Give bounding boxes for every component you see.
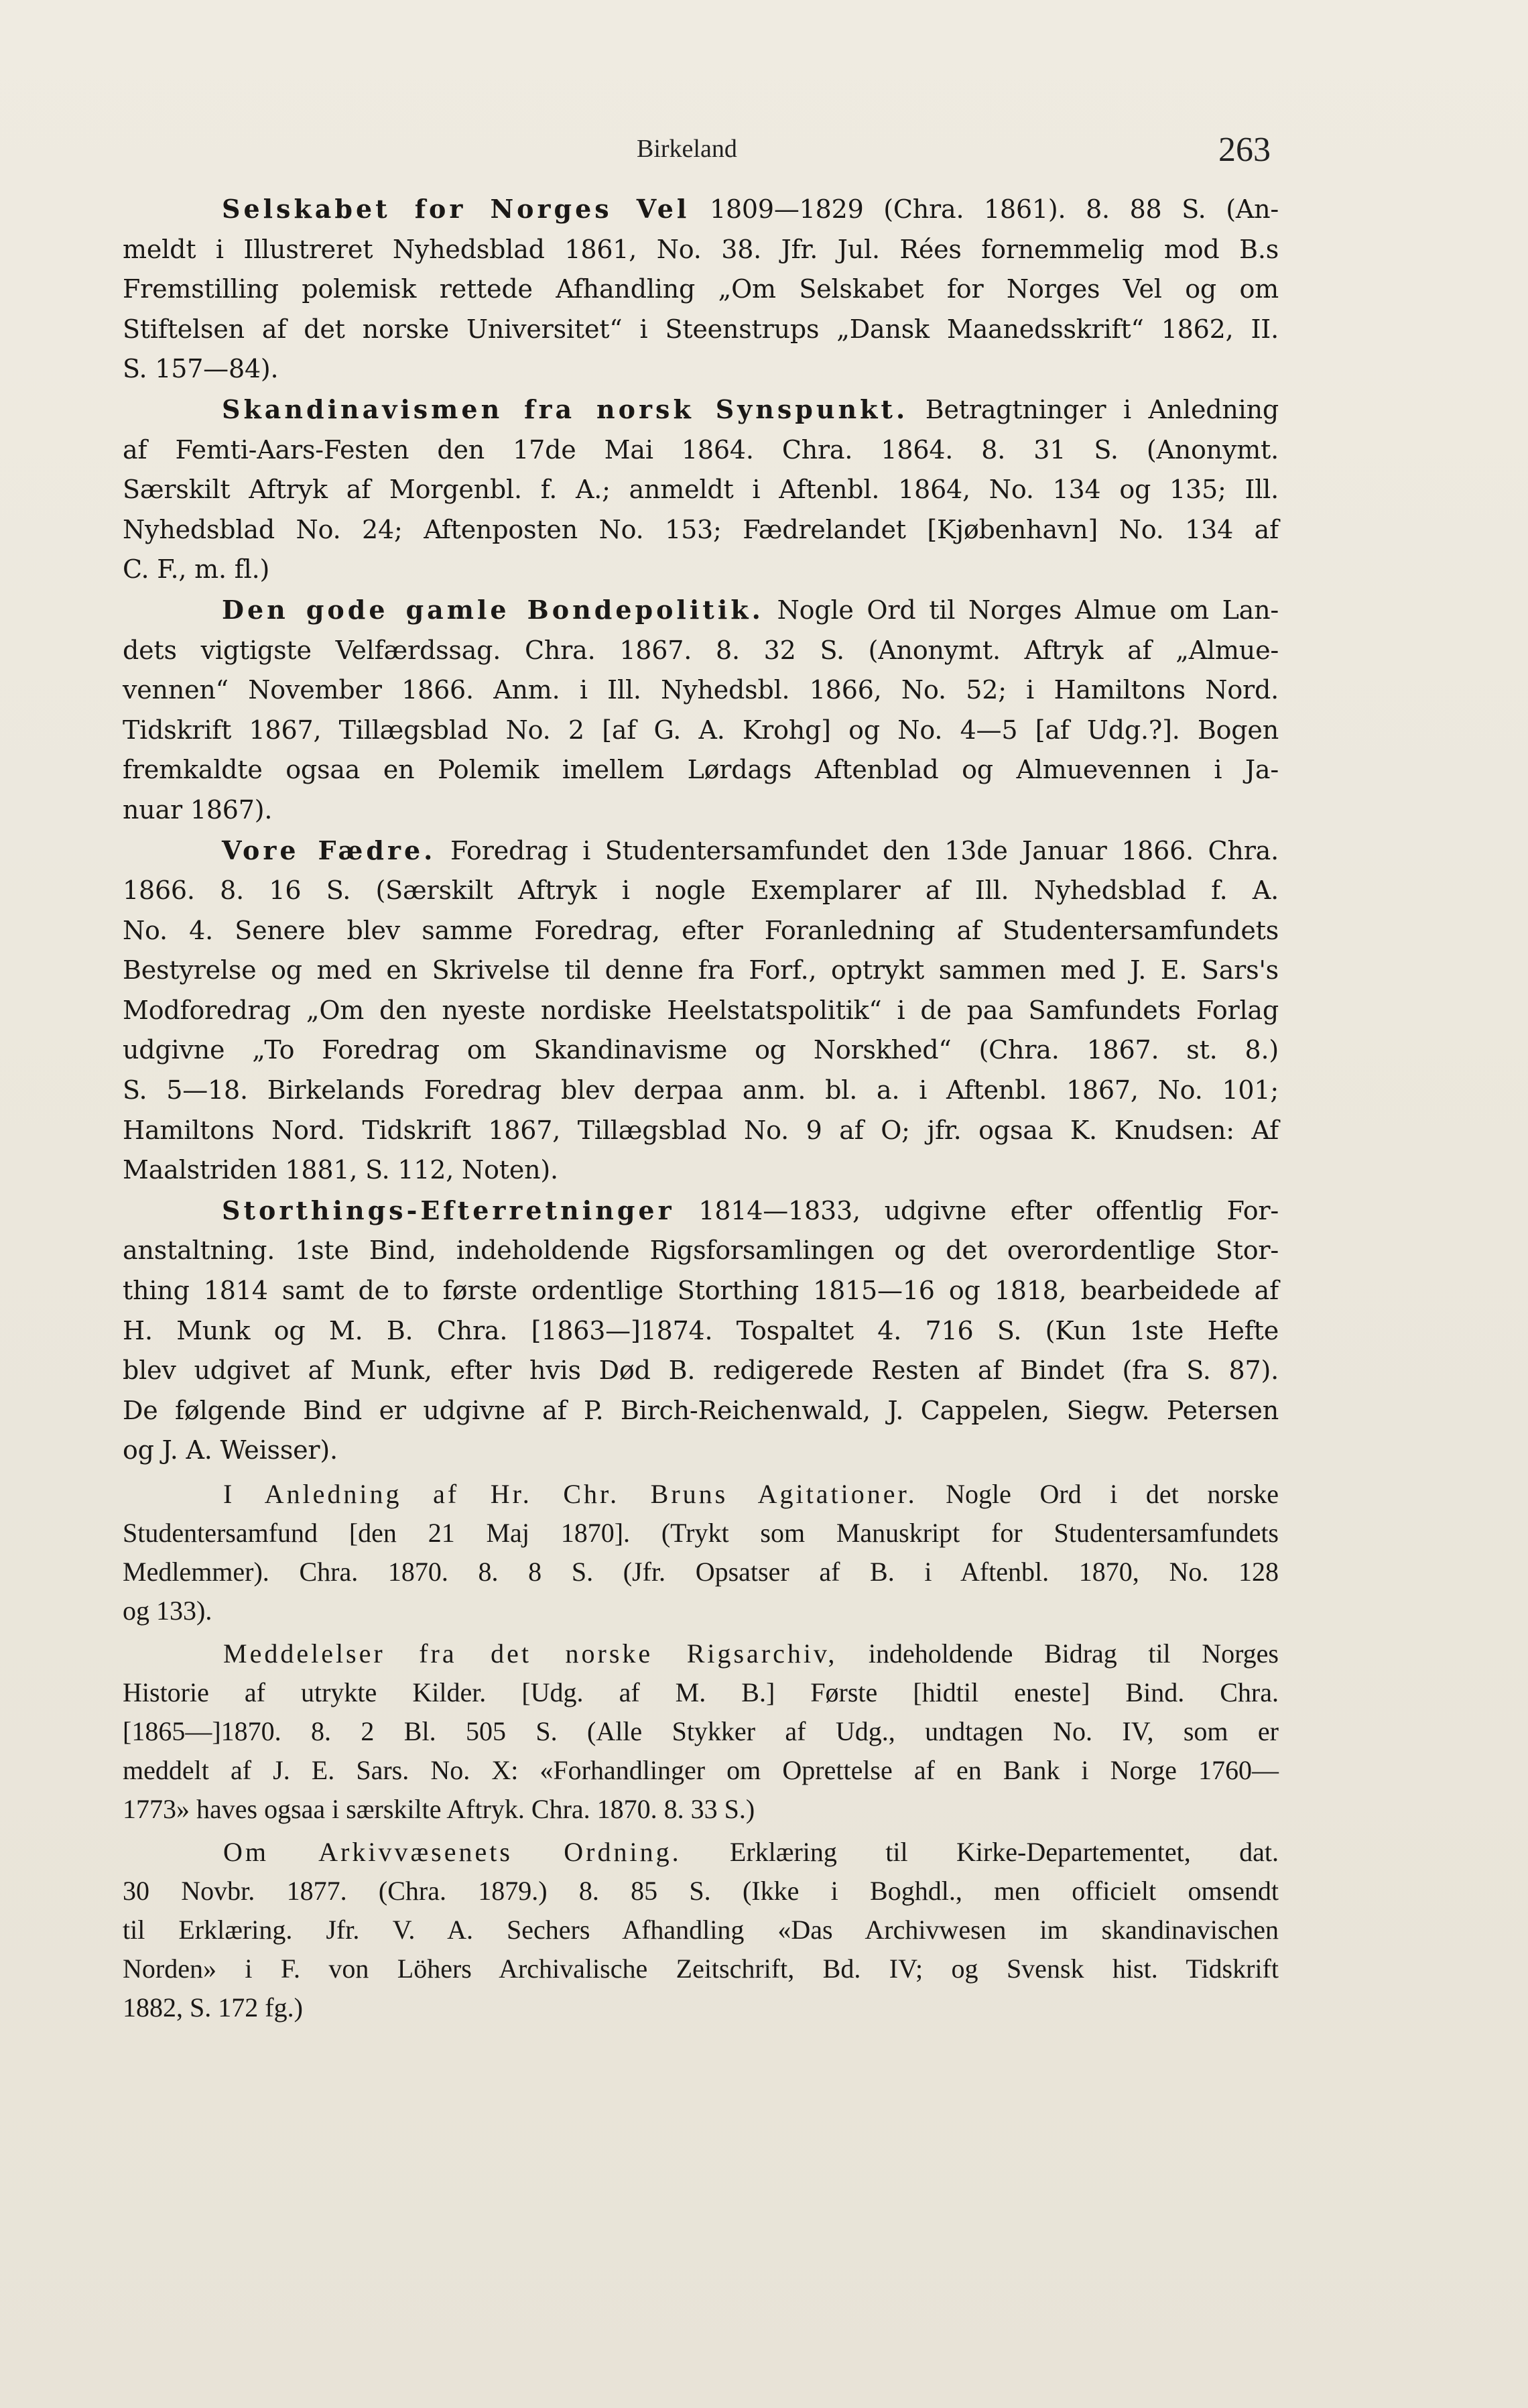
entry-title: I Anledning af Hr. Chr. Bruns Agitationer. [223,1479,917,1509]
entry-line [123,991,1279,1031]
entry-text: De følgende Bind er udgivne af P. Birch-Reichenwald, J. Cappelen, Siegw. Petersen [123,1395,1279,1425]
entry-title: Meddelelser fra det norske Rigsarchiv, [223,1638,838,1669]
entry-text: H. Munk og M. B. Chra. [1863—]1874. Tospaltet 4. 716 S. (Kun 1ste Hefte [123,1315,1279,1345]
entry-line [123,230,1279,270]
entry-text: Medlemmer). Chra. 1870. 8. 8 S. (Jfr. Opsatser af B. i Aftenbl. 1870, No. 128 [123,1557,1279,1587]
entry-title: Den gode gamle Bondepolitik. [222,594,764,625]
entry-line [123,1872,1279,1911]
entry-text: blev udgivet af Munk, efter hvis Død B. redigerede Resten af Bindet (fra S. 87). [123,1356,1279,1386]
entry-text: og J. A. Weisser). [123,1435,338,1465]
entry-line [123,1673,1279,1712]
entry-text: thing 1814 samt de to første ordentlige Storthing 1815—16 og 1818, bearbeidede af [123,1276,1279,1306]
entry-text: S. 157—84). [123,354,279,384]
entry-text: 1809—1829 (Chra. 1861). 8. 88 S. (An- [690,194,1279,224]
entry-text: Tidskrift 1867, Tillægsblad No. 2 [af G. A. Krohg] og No. 4—5 [af Udg.?]. Bogen [123,715,1279,745]
entry-text: Særskilt Aftryk af Morgenbl. f. A.; anmeldt i Aftenbl. 1864, No. 134 og 135; Ill. [123,475,1279,505]
bibliography-entry [123,1191,1279,1471]
entry-line [123,1591,1279,1630]
entry-line [123,790,1279,831]
page-header [0,126,1528,180]
entry-line [123,1553,1279,1591]
entry-text: meddelt af J. E. Sars. No. X: «Forhandlinger om Oprettelse af en Bank i Norge 1760— [123,1755,1279,1785]
entry-text: Historie af utrykte Kilder. [Udg. af M. B.] Første [hidtil eneste] Bind. Chra. [123,1677,1279,1707]
entry-title: Skandinavismen fra norsk Synspunkt. [222,394,909,424]
entry-line [123,269,1279,310]
entry-line [123,1514,1279,1553]
entry-text: fremkaldte ogsaa en Polemik imellem Lørdags Aftenblad og Almuevennen i Ja- [123,755,1279,785]
entry-line [123,349,1279,389]
entry-text: af Femti-Aars-Festen den 17de Mai 1864. Chra. 1864. 8. 31 S. (Anonymt. [123,434,1279,465]
entry-text: vennen“ November 1866. Anm. i Ill. Nyhedsbl. 1866, No. 52; i Hamiltons Nord. [123,675,1279,705]
bibliography-entry [123,389,1279,590]
entry-text: No. 4. Senere blev samme Foredrag, efter Foranledning af Studentersamfundets [123,915,1279,945]
entry-text: til Erklæring. Jfr. V. A. Sechers Afhandling «Das Archivwesen im skandinavischen [123,1915,1279,1945]
entry-line [123,470,1279,510]
entry-text: dets vigtigste Velfærdssag. Chra. 1867. 8. 32 S. (Anonymt. Aftryk af „Almue- [123,635,1279,665]
entry-line [123,1351,1279,1391]
entry-text: Stiftelsen af det norske Universitet“ i Steenstrups „Dansk Maanedsskrift“ 1862, II. [123,314,1279,344]
entry-first-line [123,1833,1279,1872]
entry-line [123,911,1279,951]
entry-first-line [123,1634,1279,1673]
entry-line [123,1071,1279,1111]
entry-text: Norden» i F. von Löhers Archivalische Zeitschrift, Bd. IV; og Svensk hist. Tidskrift [123,1953,1279,1984]
entry-first-line [123,831,1279,871]
entry-line [123,310,1279,350]
entry-line [123,750,1279,790]
entry-text: anstaltning. 1ste Bind, indeholdende Rigsforsamlingen og det overordentlige Stor- [123,1236,1279,1266]
entry-text: Hamiltons Nord. Tidskrift 1867, Tillægsblad No. 9 af O; jfr. ogsaa K. Knudsen: Af [123,1115,1279,1145]
bibliography-entry [123,831,1279,1191]
bibliography-entry [123,1833,1279,2027]
bibliography-body [123,189,1279,2027]
entry-line [123,711,1279,751]
entry-line [123,951,1279,991]
entry-line [123,1111,1279,1151]
entry-line [123,1311,1279,1351]
entry-line [123,1751,1279,1790]
entry-line [123,1271,1279,1311]
entry-line [123,631,1279,671]
bibliography-entry [123,189,1279,389]
running-head: Birkeland [637,135,737,163]
entry-title: Storthings-Efterretninger [222,1195,675,1225]
bibliography-entry [123,590,1279,831]
bibliography-entry [123,1634,1279,1829]
entry-text: udgivne „To Foredrag om Skandinavisme og Norskhed“ (Chra. 1867. st. 8.) [123,1035,1279,1065]
entry-title: Vore Fædre. [222,835,436,865]
entry-text: Fremstilling polemisk rettede Afhandling „Om Selskabet for Norges Vel og om [123,274,1279,304]
entry-text: 30 Novbr. 1877. (Chra. 1879.) 8. 85 S. (Ikke i Boghdl., men officielt omsendt [123,1876,1279,1906]
entry-text: meldt i Illustreret Nyhedsblad 1861, No. 38. Jfr. Jul. Rées fornemmelig mod B.s [123,234,1279,264]
entry-text: 1882, S. 172 fg.) [123,1992,303,2023]
entry-text: Nogle Ord til Norges Almue om Lan- [763,595,1279,625]
entry-title: Om Arkivvæsenets Ordning. [223,1837,682,1867]
page-number: 263 [1218,131,1271,169]
entry-line [123,1150,1279,1191]
entry-text: indeholdende Bidrag til Norges [837,1638,1279,1669]
entry-text: Bestyrelse og med en Skrivelse til denne fra Forf., optrykt sammen med J. E. Sars's [123,955,1279,985]
entry-text: nuar 1867). [123,794,273,825]
entry-line [123,550,1279,590]
entry-line [123,871,1279,911]
entry-first-line [123,1475,1279,1514]
entry-text: Erklæring til Kirke-Departementet, dat. [681,1837,1279,1867]
entry-text: og 133). [123,1596,212,1626]
entry-line [123,1712,1279,1751]
entry-text: 1773» haves ogsaa i særskilte Aftryk. Chra. 1870. 8. 33 S.) [123,1794,755,1824]
entry-line [123,670,1279,711]
entry-text: 1814—1833, udgivne efter offentlig For- [674,1195,1279,1225]
entry-text: Nyhedsblad No. 24; Aftenposten No. 153; Fædrelandet [Kjøbenhavn] No. 134 af [123,514,1279,544]
entry-text: Modforedrag „Om den nyeste nordiske Heelstatspolitik“ i de paa Samfundets Forlag [123,995,1279,1025]
entry-line [123,1030,1279,1071]
entry-text: Studentersamfund [den 21 Maj 1870]. (Trykt som Manuskript for Studentersamfundets [123,1518,1279,1548]
entry-line [123,1911,1279,1949]
entry-text: Betragtninger i Anledning [908,394,1279,424]
entry-line [123,1231,1279,1271]
entry-text: Maalstriden 1881, S. 112, Noten). [123,1155,558,1185]
entry-text: Nogle Ord i det norske [917,1479,1279,1509]
entry-text: 1866. 8. 16 S. (Særskilt Aftryk i nogle Exemplarer af Ill. Nyhedsblad f. A. [123,876,1279,906]
entry-text: [1865—]1870. 8. 2 Bl. 505 S. (Alle Stykker af Udg., undtagen No. IV, som er [123,1716,1279,1746]
entry-line [123,510,1279,550]
entry-line [123,1949,1279,1988]
entry-line [123,1790,1279,1829]
entry-line [123,1988,1279,2027]
bibliography-entry [123,1475,1279,1630]
entry-line [123,430,1279,471]
entry-first-line [123,590,1279,631]
entry-line [123,1431,1279,1471]
entry-title: Selskabet for Norges Vel [222,194,690,224]
entry-text: C. F., m. fl.) [123,554,270,585]
entry-first-line [123,389,1279,430]
entry-line [123,1391,1279,1431]
entry-text: Foredrag i Studentersamfundet den 13de Januar 1866. Chra. [436,835,1279,865]
entry-first-line [123,189,1279,230]
entry-first-line [123,1191,1279,1231]
entry-text: S. 5—18. Birkelands Foredrag blev derpaa anm. bl. a. i Aftenbl. 1867, No. 101; [123,1075,1279,1105]
